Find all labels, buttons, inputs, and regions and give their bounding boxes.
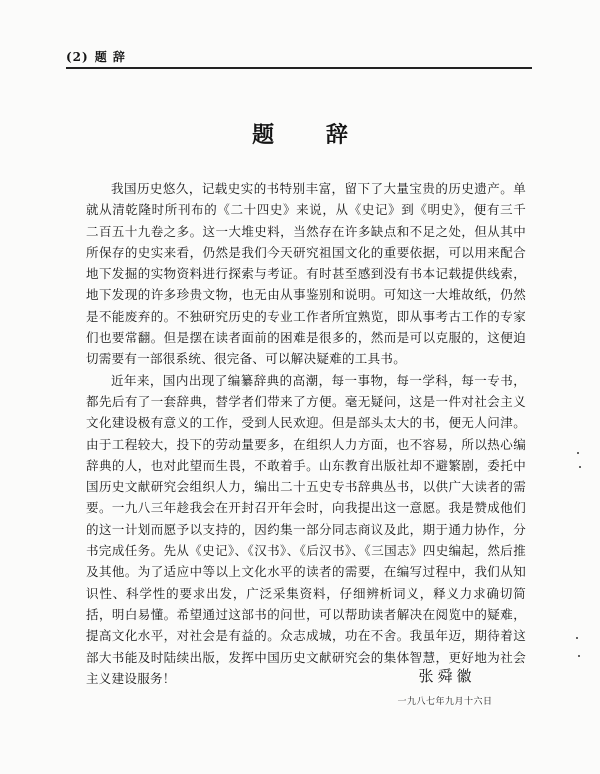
running-head-section: 题 辞	[94, 50, 126, 64]
running-head	[66, 48, 126, 65]
scan-speck	[579, 466, 581, 468]
page-title: 题 辞	[252, 122, 370, 148]
paragraph-1: 我国历史悠久，记载史实的书特别丰富，留下了大量宝贵的历史遗产。单就从清乾隆时所刊布的《二十四史》来说，从《史记》到《明史》，便有三千二百五十九卷之多。这一大堆史料，当然存在许多缺点和不足之处，但从其中所保存的史实来看，仍然是我们今天研究祖国文化的重要依据，可以用来配合地下发掘的实物资料进行探索与考证。有时甚至感到没有书本记载提供线索，地下发现的许多珍贵文物，也无由从事鉴别和说明。可知这一大堆故纸，仍然是不能废弃的。不独研究历史的专业工作者所宜熟览，即从事考古工作的专家们也要常翻。但是摆在读者面前的困难是很多的，然而是可以克服的，这便迫切需要有一部很系统、很完备、可以解决疑难的工具书。	[86, 181, 526, 367]
header-rule	[66, 67, 532, 69]
author-name: 张舜徽	[418, 667, 476, 685]
body-text	[86, 178, 526, 689]
paragraph-2: 近年来，国内出现了编纂辞典的高潮，每一事物，每一学科，每一专书，都先后有了一套辞典，替学者们带来了方便。毫无疑问，这是一件对社会主义文化建设极有意义的工作，受到人民欢迎。但是部头太大的书，便无人问津。由于工程较大，投下的劳动量要多，在组织人力方面，也不容易，所以热心编辞典的人，也对此望而生畏，不敢着手。山东教育出版社却不避繁剧，委托中国历史文献研究会组织人力，编出二十五史专书辞典丛书，以供广大读者的需要。一九八三年趁我会在开封召开年会时，向我提出这一意愿。我是赞成他们的这一计划而愿予以支持的，因约集一部分同志商议及此，期于通力协作，分书完成任务。先从《史记》、《汉书》、《后汉书》、《三国志》四史编起，然后推及其他。为了适应中等以上文化水平的读者的需要，在编写过程中，我们从知识性、科学性的要求出发，广泛采集资料，仔细辨析词义，释义力求确切简括，明白易懂。希望通过这部书的问世，可以帮助读者解决在阅览中的疑难，提高文化水平，对社会是有益的。众志成城，功在不舍。我虽年迈，期待着这部大书能及时陆续出版，发挥中国历史文献研究会的集体智慧，更好地为社会主义建设服务！	[86, 372, 526, 686]
signature-block	[380, 665, 510, 707]
page-number: (2)	[66, 50, 89, 64]
signature-date: 一九八七年九月十六日	[397, 697, 493, 707]
scan-speck	[576, 637, 578, 639]
scan-speck	[578, 655, 580, 657]
scan-speck	[577, 452, 579, 454]
